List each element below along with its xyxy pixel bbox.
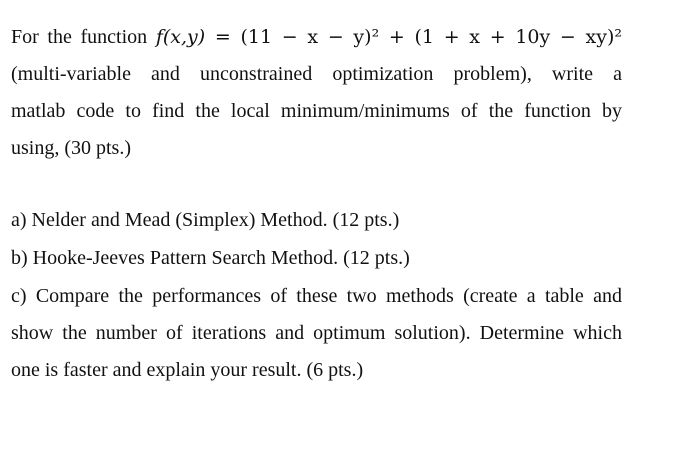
part-b: b) Hooke-Jeeves Pattern Search Method. (12 pts.) xyxy=(11,247,410,269)
problem-line-4: using, (30 pts.) xyxy=(11,137,131,159)
problem-line-3: matlab code to find the local minimum/minimums of the function by xyxy=(11,100,622,122)
function-formula: f(x,y) = (11 − x − y)² + (1 + x + 10y − xy)² xyxy=(155,26,623,48)
part-c-line-1: c) Compare the performances of these two methods (create a table and xyxy=(11,285,622,307)
part-c-line-3: one is faster and explain your result. (6 pts.) xyxy=(11,359,364,381)
function-rhs: (11 − x − y)² + (1 + x + 10y − xy)² xyxy=(240,26,623,48)
problem-line-1 xyxy=(11,25,622,49)
function-lhs: f(x,y) xyxy=(155,26,206,48)
part-c-line-2: show the number of iterations and optimum solution). Determine which xyxy=(11,322,622,344)
part-a: a) Nelder and Mead (Simplex) Method. (12 pts.) xyxy=(11,209,400,231)
problem-line-2: (multi-variable and unconstrained optimization problem), write a xyxy=(11,63,622,85)
intro-lead: For the function xyxy=(11,26,148,48)
